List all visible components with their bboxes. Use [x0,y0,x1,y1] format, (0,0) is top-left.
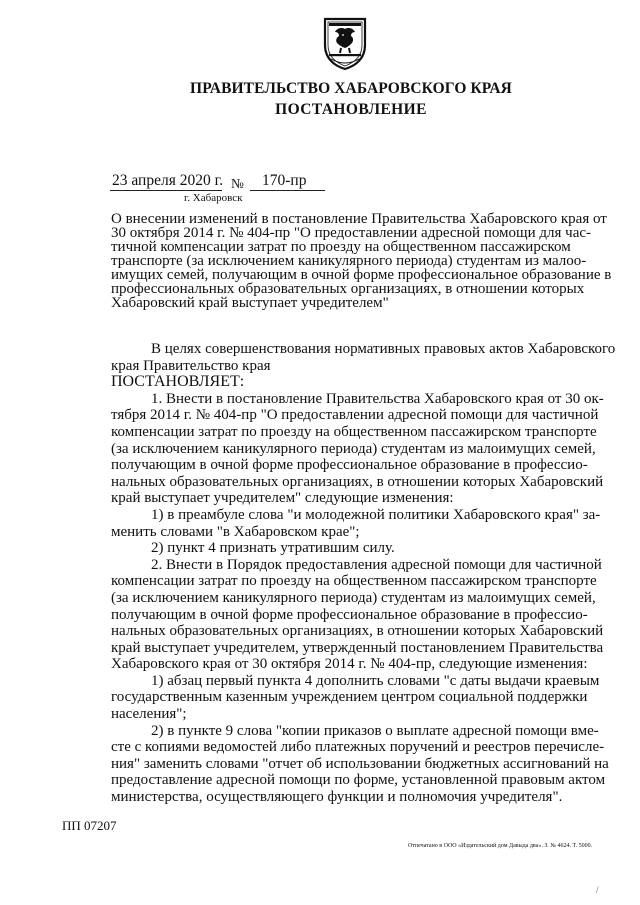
body-line: компенсации затрат по проезду на общественном пассажирском транспорте [111,423,597,440]
number-underline [250,190,325,191]
body-line: (за исключением каникулярного периода) студентам из малоимущих семей, [111,440,596,457]
body-line: ния" заменить словами "отчет об использовании бюджетных ассигнований на [111,755,609,772]
body-line: менить словами "в Хабаровском крае"; [111,523,360,540]
margin-mark: / [596,885,599,895]
body-line: 1. Внести в постановление Правительства Хабаровского края от 30 ок- [151,390,604,407]
document-body [111,341,616,806]
body-line: 2) в пункте 9 слова "копии приказов о выплате адресной помощи вме- [151,722,599,739]
body-line: предоставление адресной помощи по форме, установленной правовым актом [111,772,606,789]
preamble-line: края Правительство края [111,357,271,374]
body-line: нальных образовательных организациях, в отношении которых Хабаровский [111,473,604,490]
printer-note: Отпечатано в ООО «Издательский дом Давыда два». З. № 4624. Т. 5000. [408,843,593,849]
subject-line: О внесении изменений в постановление Правительства Хабаровского края от [111,211,607,227]
document-type: ПОСТАНОВЛЕНИЕ [275,101,427,118]
body-line: нальных образовательных организациях, в отношении которых Хабаровский [111,623,604,640]
document-code: ПП 07207 [62,818,117,833]
body-line: сте с копиями ведомостей либо платежных поручений и реестров перечисле- [111,739,605,756]
document-number: 170-пр [262,172,307,189]
body-line: получающим в очной форме профессиональное образование в профессио- [111,606,588,623]
body-line: получающим в очной форме профессиональное образование в профессио- [111,457,588,474]
decree-word: ПОСТАНОВЛЯЕТ: [111,373,245,391]
body-line: край выступает учредителем" следующие изменения: [111,490,454,507]
coat-of-arms-icon [321,15,369,71]
preamble-line: В целях совершенствования нормативных правовых актов Хабаровского [151,341,616,357]
body-line: край выступает учредителем, утвержденный постановлением Правительства [111,639,604,656]
subject-line: имущих семей, получающим в очной форме профессиональное образование в [111,267,612,283]
government-name: ПРАВИТЕЛЬСТВО ХАБАРОВСКОГО КРАЯ [190,80,512,97]
body-line: министерства, осуществляющего функции и полномочия учредителя". [111,789,563,806]
document-place: г. Хабаровск [184,192,243,204]
body-line: 1) абзац первый пункта 4 дополнить словами "с даты выдачи краевым [151,672,600,689]
subject-line: транспорте (за исключением каникулярного периода) студентам из малоо- [111,253,587,269]
body-line: 2. Внести в Порядок предоставления адресной помощи для частичной [151,556,602,573]
subject-line: 30 октября 2014 г. № 404-пр "О предоставлении адресной помощи для час- [111,225,591,241]
subject-line: Хабаровский край выступает учредителем" [111,295,389,311]
document-date: 23 апреля 2020 г. [112,172,224,189]
body-line: тября 2014 г. № 404-пр "О предоставлении адресной помощи для частичной [111,407,599,424]
body-line: (за исключением каникулярного периода) студентам из малоимущих семей, [111,589,596,606]
body-line: 1) в преамбуле слова "и молодежной политики Хабаровского края" за- [151,506,601,523]
subject-line: тичной компенсации затрат по проезду на общественном пассажирском [111,239,571,255]
number-label: № [231,176,244,191]
body-line: 2) пункт 4 признать утратившим силу. [151,540,395,557]
body-line: компенсации затрат по проезду на общественном пассажирском транспорте [111,573,597,590]
subject-line: профессиональных образовательных организациях, в отношении которых [111,281,585,297]
date-underline [110,190,222,191]
body-line: государственным казенным учреждением центром социальной поддержки [111,689,588,706]
body-line: населения"; [111,706,187,723]
document-subject [111,211,612,311]
body-line: Хабаровского края от 30 октября 2014 г. № 404-пр, следующие изменения: [111,656,588,673]
